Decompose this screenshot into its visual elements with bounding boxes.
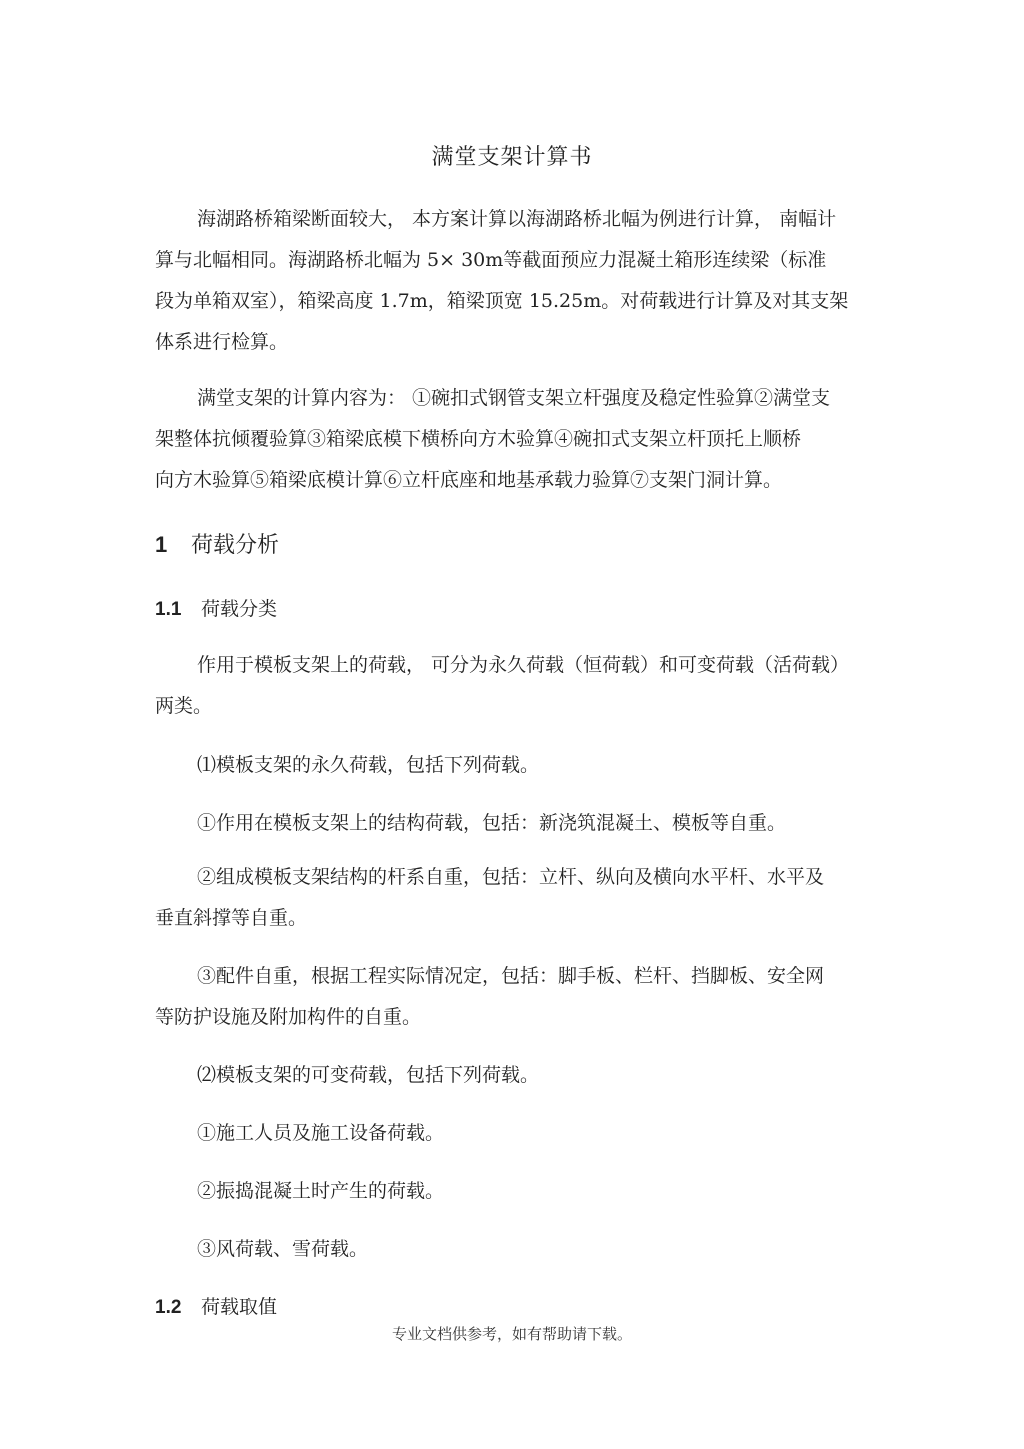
subsection-number: 1.2 — [155, 1297, 182, 1318]
document-title: 满堂支架计算书 — [431, 145, 593, 170]
section-number: 1 — [155, 532, 168, 557]
subsection-heading — [155, 594, 277, 621]
classification-line: 两类。 — [155, 695, 213, 717]
subsection-title: 荷载取值 — [201, 1296, 278, 1318]
content-line: 架整体抗倾覆验算③箱梁底模下横桥向方木验算④碗扣式支架立杆顶托上顺桥 — [155, 428, 802, 450]
page-footer: 专业文档供参考，如有帮助请下载。 — [391, 1325, 632, 1343]
permanent-loads-title: ⑴模板支架的永久荷载，包括下列荷载。 — [197, 754, 540, 776]
classification-line: 作用于模板支架上的荷载， 可分为永久荷载（恒荷载）和可变荷载（活荷载） — [197, 654, 850, 676]
permanent-item-cont: 垂直斜撑等自重。 — [155, 907, 308, 929]
variable-item: ①施工人员及施工设备荷载。 — [197, 1122, 445, 1144]
subsection-heading — [155, 1292, 277, 1319]
permanent-item: ①作用在模板支架上的结构荷载，包括：新浇筑混凝土、模板等自重。 — [197, 812, 787, 834]
variable-loads-title: ⑵模板支架的可变荷载，包括下列荷载。 — [197, 1064, 540, 1086]
subsection-title: 荷载分类 — [201, 598, 278, 620]
variable-item: ②振捣混凝土时产生的荷载。 — [197, 1180, 445, 1202]
permanent-item: ③配件自重，根据工程实际情况定，包括：脚手板、栏杆、挡脚板、安全网 — [197, 965, 825, 987]
permanent-item-cont: 等防护设施及附加构件的自重。 — [155, 1006, 422, 1028]
permanent-item: ②组成模板支架结构的杆系自重，包括：立杆、纵向及横向水平杆、水平及 — [197, 866, 825, 888]
content-line: 向方木验算⑤箱梁底模计算⑥立杆底座和地基承载力验算⑦支架门洞计算。 — [155, 469, 783, 491]
subsection-number: 1.1 — [155, 599, 182, 620]
intro-line: 段为单箱双室），箱梁高度 1.7m，箱梁顶宽 15.25m。对荷载进行计算及对其支架 — [155, 290, 849, 312]
section-title: 荷载分析 — [191, 533, 280, 558]
content-line: 满堂支架的计算内容为： ①碗扣式钢管支架立杆强度及稳定性验算②满堂支 — [197, 387, 831, 409]
intro-line: 体系进行检算。 — [155, 331, 289, 353]
section-heading — [155, 528, 279, 559]
intro-line: 海湖路桥箱梁断面较大， 本方案计算以海湖路桥北幅为例进行计算， 南幅计 — [197, 208, 837, 230]
intro-line: 算与北幅相同。海湖路桥北幅为 5× 30m等截面预应力混凝土箱形连续梁（标准 — [155, 249, 827, 271]
variable-item: ③风荷载、雪荷载。 — [197, 1238, 369, 1260]
